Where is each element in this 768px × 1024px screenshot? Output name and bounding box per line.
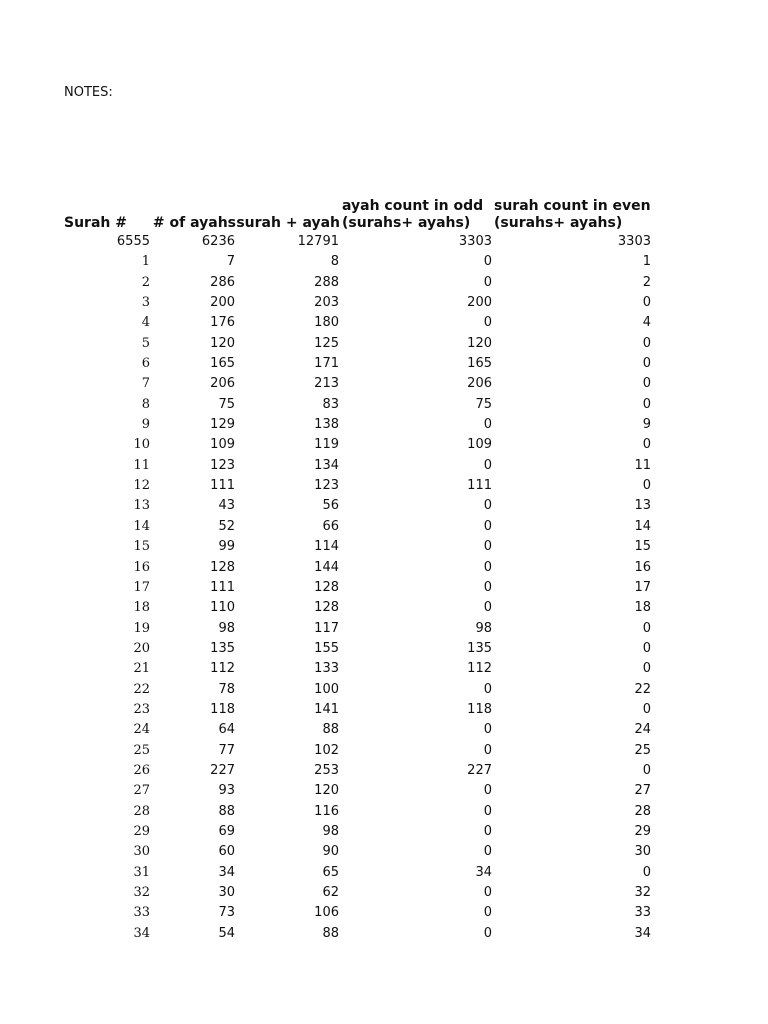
surah-number-cell: 27 (133, 783, 150, 799)
surah-plus-ayah-cell: 100 (314, 681, 339, 697)
header-ayah-count-odd: ayah count in odd (surahs+ ayahs) (342, 198, 484, 231)
ayah-count-cell: 88 (218, 803, 235, 819)
surah-number-cell: 4 (141, 315, 150, 331)
even-count-cell: 14 (634, 518, 651, 534)
header-surah-number: Surah # (64, 215, 127, 231)
ayah-count-cell: 64 (218, 722, 235, 738)
surah-number-cell: 28 (133, 803, 150, 819)
surah-number-cell: 22 (133, 681, 150, 697)
surah-plus-ayah-cell: 116 (314, 803, 339, 819)
even-count-cell: 29 (634, 823, 651, 839)
ayah-count-cell: 206 (210, 376, 235, 392)
header-ayah-count: # of ayahs (152, 215, 236, 231)
surah-plus-ayah-cell: 141 (314, 701, 339, 717)
surah-number-cell: 31 (133, 864, 150, 880)
even-count-cell: 11 (634, 457, 651, 473)
surah-plus-ayah-cell: 144 (314, 559, 339, 575)
even-count-cell: 0 (642, 640, 651, 656)
ayah-count-cell: 98 (218, 620, 235, 636)
even-count-cell: 15 (634, 539, 651, 555)
surah-number-cell: 9 (141, 417, 150, 433)
ayah-count-cell: 60 (218, 844, 235, 860)
surah-plus-ayah-cell: 203 (314, 295, 339, 311)
odd-count-cell: 0 (483, 539, 492, 555)
ayah-count-cell: 7 (226, 254, 235, 270)
even-count-cell: 9 (642, 417, 651, 433)
ayah-count-cell: 75 (218, 396, 235, 412)
ayah-count-cell: 123 (210, 457, 235, 473)
ayah-count-cell: 120 (210, 335, 235, 351)
odd-count-cell: 206 (467, 376, 492, 392)
surah-plus-ayah-cell: 106 (314, 905, 339, 921)
even-count-cell: 2 (642, 274, 651, 290)
surah-number-cell: 33 (133, 905, 150, 921)
odd-count-cell: 0 (483, 925, 492, 941)
surah-number-cell: 26 (133, 762, 150, 778)
surah-plus-ayah-cell: 102 (314, 742, 339, 758)
surah-number-cell: 5 (141, 335, 150, 351)
odd-count-cell: 112 (467, 661, 492, 677)
even-count-cell: 22 (634, 681, 651, 697)
surah-plus-ayah-cell: 123 (314, 478, 339, 494)
ayah-count-cell: 286 (210, 274, 235, 290)
surah-plus-ayah-cell: 288 (314, 274, 339, 290)
odd-count-cell: 0 (483, 315, 492, 331)
surah-plus-ayah-cell: 119 (314, 437, 339, 453)
surah-plus-ayah-cell: 213 (314, 376, 339, 392)
even-count-cell: 0 (642, 396, 651, 412)
surah-number-cell: 7 (141, 376, 150, 392)
even-count-cell: 27 (634, 783, 651, 799)
even-count-cell: 4 (642, 315, 651, 331)
surah-plus-ayah-cell: 133 (314, 661, 339, 677)
surah-plus-ayah-cell: 56 (322, 498, 339, 514)
header-surah-plus-ayah: surah + ayah (236, 215, 340, 231)
surah-plus-ayah-cell: 120 (314, 783, 339, 799)
odd-count-cell: 0 (483, 803, 492, 819)
even-count-cell: 0 (642, 335, 651, 351)
even-count-cell: 0 (642, 295, 651, 311)
total-sum: 12791 (297, 234, 339, 249)
odd-count-cell: 0 (483, 457, 492, 473)
surah-plus-ayah-cell: 155 (314, 640, 339, 656)
even-count-cell: 0 (642, 620, 651, 636)
odd-count-cell: 227 (467, 762, 492, 778)
odd-count-cell: 0 (483, 844, 492, 860)
odd-count-cell: 0 (483, 905, 492, 921)
total-ayahs: 6236 (201, 234, 235, 249)
ayah-count-cell: 112 (210, 661, 235, 677)
odd-count-cell: 0 (483, 600, 492, 616)
surah-plus-ayah-cell: 8 (330, 254, 339, 270)
surah-plus-ayah-cell: 98 (322, 823, 339, 839)
odd-count-cell: 98 (475, 620, 492, 636)
surah-plus-ayah-cell: 83 (322, 396, 339, 412)
surah-number-cell: 2 (141, 274, 150, 290)
surah-plus-ayah-cell: 253 (314, 762, 339, 778)
odd-count-cell: 0 (483, 722, 492, 738)
surah-plus-ayah-cell: 66 (322, 518, 339, 534)
odd-count-cell: 0 (483, 823, 492, 839)
surah-plus-ayah-cell: 65 (322, 864, 339, 880)
odd-count-cell: 34 (475, 864, 492, 880)
even-count-cell: 18 (634, 600, 651, 616)
surah-number-cell: 25 (133, 742, 150, 758)
odd-count-cell: 118 (467, 701, 492, 717)
even-count-cell: 0 (642, 478, 651, 494)
total-surah: 6555 (116, 234, 150, 249)
surah-number-cell: 6 (141, 356, 150, 372)
surah-number-cell: 12 (133, 478, 150, 494)
ayah-count-cell: 34 (218, 864, 235, 880)
surah-number-cell: 11 (133, 457, 150, 473)
ayah-count-cell: 69 (218, 823, 235, 839)
even-count-cell: 13 (634, 498, 651, 514)
odd-count-cell: 75 (475, 396, 492, 412)
surah-plus-ayah-cell: 62 (322, 885, 339, 900)
surah-number-cell: 17 (133, 579, 150, 595)
even-count-cell: 25 (634, 742, 651, 758)
surah-plus-ayah-cell: 180 (314, 315, 339, 331)
surah-plus-ayah-cell: 171 (314, 356, 339, 372)
even-count-cell: 0 (642, 376, 651, 392)
surah-number-cell: 14 (133, 518, 150, 534)
ayah-count-cell: 109 (210, 437, 235, 453)
surah-number-cell: 24 (133, 722, 150, 738)
ayah-count-cell: 93 (218, 783, 235, 799)
even-count-cell: 0 (642, 437, 651, 453)
surah-number-cell: 1 (141, 254, 150, 270)
surah-number-cell: 15 (133, 539, 150, 555)
even-count-cell: 1 (642, 254, 651, 270)
surah-plus-ayah-cell: 134 (314, 457, 339, 473)
header-surah-count-even: surah count in even (surahs+ ayahs) (494, 198, 651, 231)
ayah-count-cell: 200 (210, 295, 235, 311)
ayah-count-cell: 227 (210, 762, 235, 778)
odd-count-cell: 165 (467, 356, 492, 372)
odd-count-cell: 0 (483, 498, 492, 514)
surah-plus-ayah-cell: 125 (314, 335, 339, 351)
ayah-count-cell: 176 (210, 315, 235, 331)
surah-number-cell: 34 (133, 925, 150, 941)
surah-plus-ayah-cell: 90 (322, 844, 339, 860)
odd-count-cell: 0 (483, 417, 492, 433)
ayah-count-cell: 118 (210, 701, 235, 717)
surah-plus-ayah-cell: 88 (322, 722, 339, 738)
even-count-cell: 0 (642, 864, 651, 880)
ayah-count-cell: 43 (218, 498, 235, 514)
even-count-cell: 24 (634, 722, 651, 738)
surah-number-cell: 32 (133, 885, 150, 900)
even-count-cell: 34 (634, 925, 651, 941)
ayah-count-cell: 52 (218, 518, 235, 534)
surah-number-cell: 8 (141, 396, 150, 412)
odd-count-cell: 0 (483, 681, 492, 697)
surah-plus-ayah-cell: 88 (322, 925, 339, 941)
ayah-count-cell: 128 (210, 559, 235, 575)
odd-count-cell: 135 (467, 640, 492, 656)
surah-number-cell: 21 (133, 661, 150, 677)
surah-number-cell: 23 (133, 701, 150, 717)
surah-number-cell: 13 (133, 498, 150, 514)
odd-count-cell: 0 (483, 742, 492, 758)
surah-plus-ayah-cell: 128 (314, 579, 339, 595)
total-odd: 3303 (458, 234, 492, 249)
surah-number-cell: 10 (133, 437, 150, 453)
surah-number-cell: 30 (133, 844, 150, 860)
even-count-cell: 0 (642, 356, 651, 372)
ayah-count-cell: 110 (210, 600, 235, 616)
even-count-cell: 16 (634, 559, 651, 575)
even-count-cell: 17 (634, 579, 651, 595)
surah-number-cell: 29 (133, 823, 150, 839)
even-count-cell: 0 (642, 762, 651, 778)
ayah-count-cell: 111 (210, 579, 235, 595)
ayah-count-cell: 165 (210, 356, 235, 372)
ayah-count-cell: 30 (218, 885, 235, 900)
odd-count-cell: 0 (483, 559, 492, 575)
ayah-count-cell: 73 (218, 905, 235, 921)
ayah-count-cell: 99 (218, 539, 235, 555)
even-count-cell: 0 (642, 661, 651, 677)
surah-plus-ayah-cell: 114 (314, 539, 339, 555)
even-count-cell: 30 (634, 844, 651, 860)
even-count-cell: 28 (634, 803, 651, 819)
ayah-count-cell: 77 (218, 742, 235, 758)
surah-number-cell: 18 (133, 600, 150, 616)
even-count-cell: 33 (634, 905, 651, 921)
surah-plus-ayah-cell: 128 (314, 600, 339, 616)
odd-count-cell: 0 (483, 274, 492, 290)
ayah-count-cell: 135 (210, 640, 235, 656)
odd-count-cell: 0 (483, 783, 492, 799)
total-even: 3303 (617, 234, 651, 249)
odd-count-cell: 111 (467, 478, 492, 494)
surah-number-cell: 16 (133, 559, 150, 575)
ayah-count-cell: 78 (218, 681, 235, 697)
odd-count-cell: 200 (467, 295, 492, 311)
surah-number-cell: 20 (133, 640, 150, 656)
odd-count-cell: 109 (467, 437, 492, 453)
odd-count-cell: 120 (467, 335, 492, 351)
surah-plus-ayah-cell: 138 (314, 417, 339, 433)
odd-count-cell: 0 (483, 885, 492, 900)
odd-count-cell: 0 (483, 579, 492, 595)
even-count-cell: 0 (642, 701, 651, 717)
surah-number-cell: 19 (133, 620, 150, 636)
surah-number-cell: 3 (141, 295, 150, 311)
ayah-count-cell: 54 (218, 925, 235, 941)
odd-count-cell: 0 (483, 518, 492, 534)
odd-count-cell: 0 (483, 254, 492, 270)
even-count-cell: 32 (634, 885, 651, 900)
ayah-count-cell: 111 (210, 478, 235, 494)
ayah-count-cell: 129 (210, 417, 235, 433)
surah-plus-ayah-cell: 117 (314, 620, 339, 636)
notes-label: NOTES: (64, 85, 113, 100)
